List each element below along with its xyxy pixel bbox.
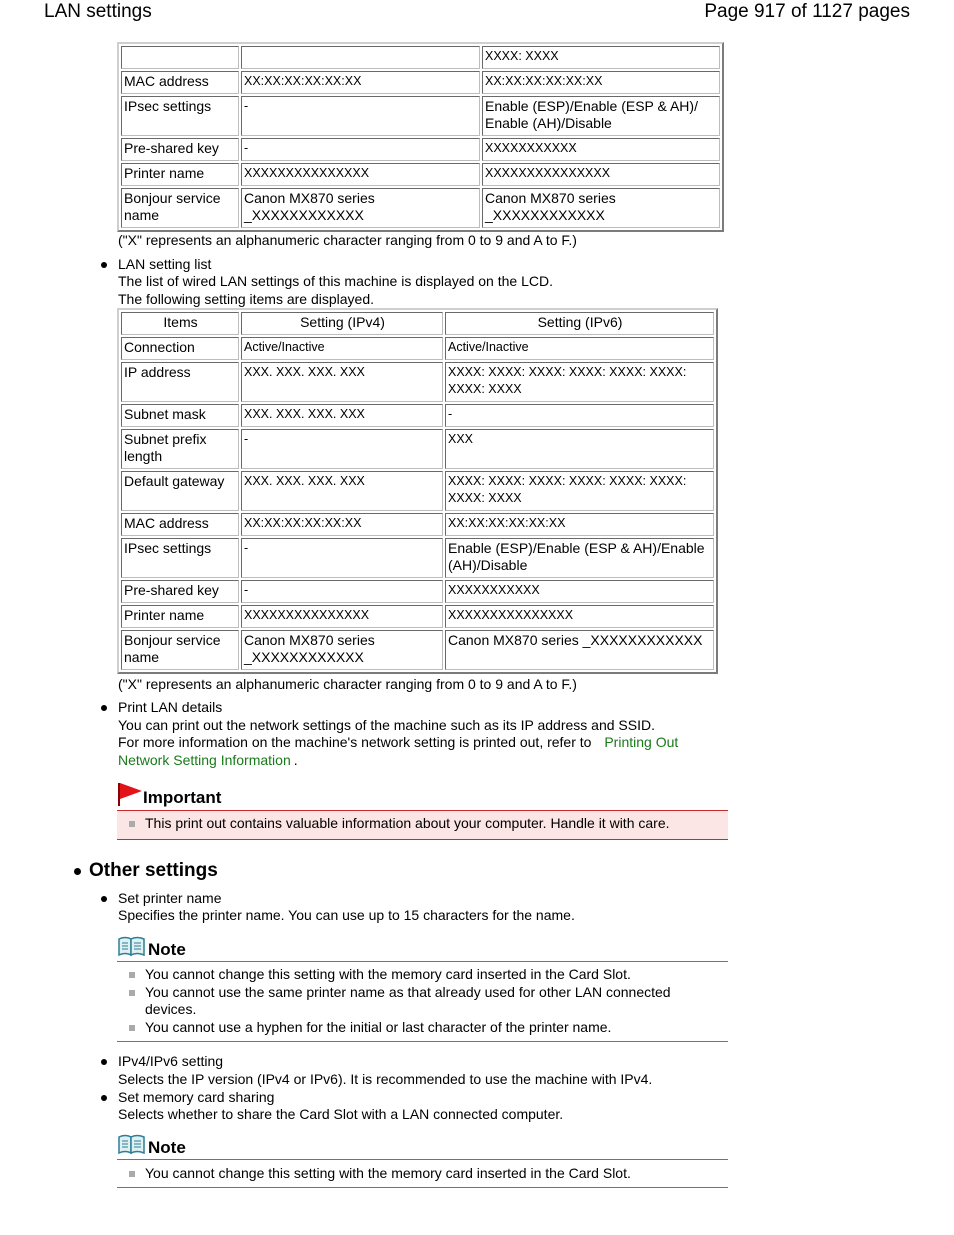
lan-setting-list-desc-2: The following setting items are displayed.: [118, 291, 375, 307]
square-bullet-icon: [129, 1025, 135, 1031]
table-cell: -: [445, 404, 714, 427]
square-bullet-icon: [129, 1171, 135, 1177]
table-cell: Canon MX870 series _XXXXXXXXXXXX: [241, 630, 443, 670]
lan-setting-list-table: [117, 308, 718, 674]
table-header-cell: Setting (IPv4): [241, 312, 443, 335]
table-cell: Canon MX870 series _XXXXXXXXXXXX: [241, 188, 480, 228]
table-cell: XXXXXXXXXXXXXXX: [241, 605, 443, 628]
table-cell: XXX. XXX. XXX. XXX: [241, 362, 443, 402]
ipv-setting-desc: Selects the IP version (IPv4 or IPv6). It is recommended to use the machine with IPv4.: [118, 1071, 653, 1087]
square-bullet-icon: [129, 821, 135, 827]
note-item-continued: devices.: [145, 1001, 197, 1017]
table-row: [121, 513, 714, 536]
table-cell: XXX. XXX. XXX. XXX: [241, 471, 443, 511]
table-cell: Printer name: [121, 605, 239, 628]
print-lan-details-text: For more information on the machine's network setting is printed out, refer to: [118, 734, 592, 750]
table-cell: XX:XX:XX:XX:XX:XX: [241, 71, 480, 94]
table-cell: [241, 46, 480, 69]
important-heading: Important: [143, 788, 222, 807]
print-lan-details-desc-1: You can print out the network settings of the machine such as its IP address and SSID.: [118, 717, 655, 733]
network-setting-information-link[interactable]: Network Setting Information: [118, 752, 291, 768]
table-cell: Default gateway: [121, 471, 239, 511]
table-cell: Bonjour service name: [121, 188, 239, 228]
table-row: [121, 580, 714, 603]
table-cell: Canon MX870 series _XXXXXXXXXXXX: [482, 188, 720, 228]
note-book-icon: [117, 936, 147, 958]
note-divider-bottom: [117, 1041, 728, 1042]
table-cell: -: [241, 138, 480, 161]
lan-setting-list-title: LAN setting list: [118, 256, 212, 272]
table-cell: XX:XX:XX:XX:XX:XX: [482, 71, 720, 94]
table-cell: Subnet prefix length: [121, 429, 239, 469]
page-number: Page 917 of 1127 pages: [704, 1, 910, 22]
table-cell: XX:XX:XX:XX:XX:XX: [241, 513, 443, 536]
note-divider-top: [117, 961, 728, 962]
note-item: You cannot change this setting with the memory card inserted in the Card Slot.: [145, 966, 631, 982]
period: .: [293, 752, 298, 768]
table-cell: XXX. XXX. XXX. XXX: [241, 404, 443, 427]
table-header-row: [121, 312, 714, 335]
table-cell: Active/Inactive: [241, 337, 443, 360]
table-cell: XXX: [445, 429, 714, 469]
important-item: This print out contains valuable information about your computer. Handle it with care.: [145, 815, 670, 831]
note-divider-top: [117, 1159, 728, 1160]
table-row: [121, 188, 720, 228]
table-cell: -: [241, 96, 480, 136]
memory-card-sharing-desc: Selects whether to share the Card Slot with a LAN connected computer.: [118, 1106, 564, 1122]
table-cell: Enable (ESP)/Enable (ESP & AH)/Enable (AH)/Disable: [445, 538, 714, 578]
x-character-note: ("X" represents an alphanumeric character ranging from 0 to 9 and A to F.): [118, 676, 577, 692]
table-cell: XXXXXXXXXXXXXXX: [445, 605, 714, 628]
table-cell: -: [241, 580, 443, 603]
table-cell: -: [241, 429, 443, 469]
table-row: [121, 630, 714, 670]
table-row: [121, 71, 720, 94]
table-cell: Subnet mask: [121, 404, 239, 427]
note-divider-bottom: [117, 1187, 728, 1188]
table-cell: IPsec settings: [121, 96, 239, 136]
table-row: [121, 538, 714, 578]
ipv-setting-title: IPv4/IPv6 setting: [118, 1053, 224, 1069]
page-header-title: LAN settings: [44, 1, 152, 22]
bullet-icon: [101, 705, 107, 711]
x-character-note: ("X" represents an alphanumeric character ranging from 0 to 9 and A to F.): [118, 232, 577, 248]
print-lan-details-title: Print LAN details: [118, 699, 223, 715]
note-heading: Note: [148, 940, 186, 959]
table-row: [121, 337, 714, 360]
memory-card-sharing-title: Set memory card sharing: [118, 1089, 275, 1105]
note-book-icon: [117, 1134, 147, 1156]
lan-settings-table-continued: [117, 42, 724, 232]
bullet-icon: [101, 1059, 107, 1065]
other-settings-heading: Other settings: [89, 860, 218, 881]
table-row: [121, 138, 720, 161]
table-cell: Bonjour service name: [121, 630, 239, 670]
table-cell: XX:XX:XX:XX:XX:XX: [445, 513, 714, 536]
table-cell: [121, 46, 239, 69]
table-cell: XXXX: XXXX: XXXX: XXXX: XXXX: XXXX: XXXX: XXXX: [445, 362, 714, 402]
table-cell: XXXX: XXXX: [482, 46, 720, 69]
lan-setting-list-desc-1: The list of wired LAN settings of this machine is displayed on the LCD.: [118, 273, 553, 289]
table-row: [121, 46, 720, 69]
table-cell: Connection: [121, 337, 239, 360]
table-row: [121, 404, 714, 427]
note-item: You cannot change this setting with the memory card inserted in the Card Slot.: [145, 1165, 631, 1181]
set-printer-name-desc: Specifies the printer name. You can use up to 15 characters for the name.: [118, 907, 575, 923]
table-cell: Pre-shared key: [121, 580, 239, 603]
table-cell: XXXXXXXXXXX: [482, 138, 720, 161]
table-cell: Printer name: [121, 163, 239, 186]
important-flag-icon: [117, 781, 143, 807]
table-cell: IPsec settings: [121, 538, 239, 578]
print-lan-details-desc-3: [118, 752, 298, 770]
table-row: [121, 429, 714, 469]
table-cell: MAC address: [121, 513, 239, 536]
set-printer-name-title: Set printer name: [118, 890, 222, 906]
square-bullet-icon: [129, 990, 135, 996]
table-row: [121, 96, 720, 136]
table-cell: Pre-shared key: [121, 138, 239, 161]
table-cell: Active/Inactive: [445, 337, 714, 360]
printing-out-link[interactable]: Printing Out: [604, 734, 679, 750]
table-cell: XXXXXXXXXXXXXXX: [482, 163, 720, 186]
table-cell: XXXXXXXXXXXXXXX: [241, 163, 480, 186]
bullet-icon: [101, 1095, 107, 1101]
square-bullet-icon: [129, 972, 135, 978]
table-cell: XXXX: XXXX: XXXX: XXXX: XXXX: XXXX: XXXX: XXXX: [445, 471, 714, 511]
note-heading: Note: [148, 1138, 186, 1157]
table-row: [121, 163, 720, 186]
table-header-cell: Items: [121, 312, 239, 335]
table-cell: MAC address: [121, 71, 239, 94]
table-cell: Enable (ESP)/Enable (ESP & AH)/ Enable (AH)/Disable: [482, 96, 720, 136]
print-lan-details-desc-2: [118, 734, 678, 752]
table-header-cell: Setting (IPv6): [445, 312, 714, 335]
table-row: [121, 362, 714, 402]
table-cell: IP address: [121, 362, 239, 402]
table-row: [121, 471, 714, 511]
table-row: [121, 605, 714, 628]
bullet-icon: [101, 262, 107, 268]
table-cell: Canon MX870 series _XXXXXXXXXXXX: [445, 630, 714, 670]
table-cell: XXXXXXXXXXX: [445, 580, 714, 603]
bullet-icon: [101, 896, 107, 902]
bullet-icon: [74, 868, 81, 875]
note-item: You cannot use the same printer name as that already used for other LAN connected: [145, 984, 671, 1000]
note-item: You cannot use a hyphen for the initial or last character of the printer name.: [145, 1019, 612, 1035]
table-cell: -: [241, 538, 443, 578]
